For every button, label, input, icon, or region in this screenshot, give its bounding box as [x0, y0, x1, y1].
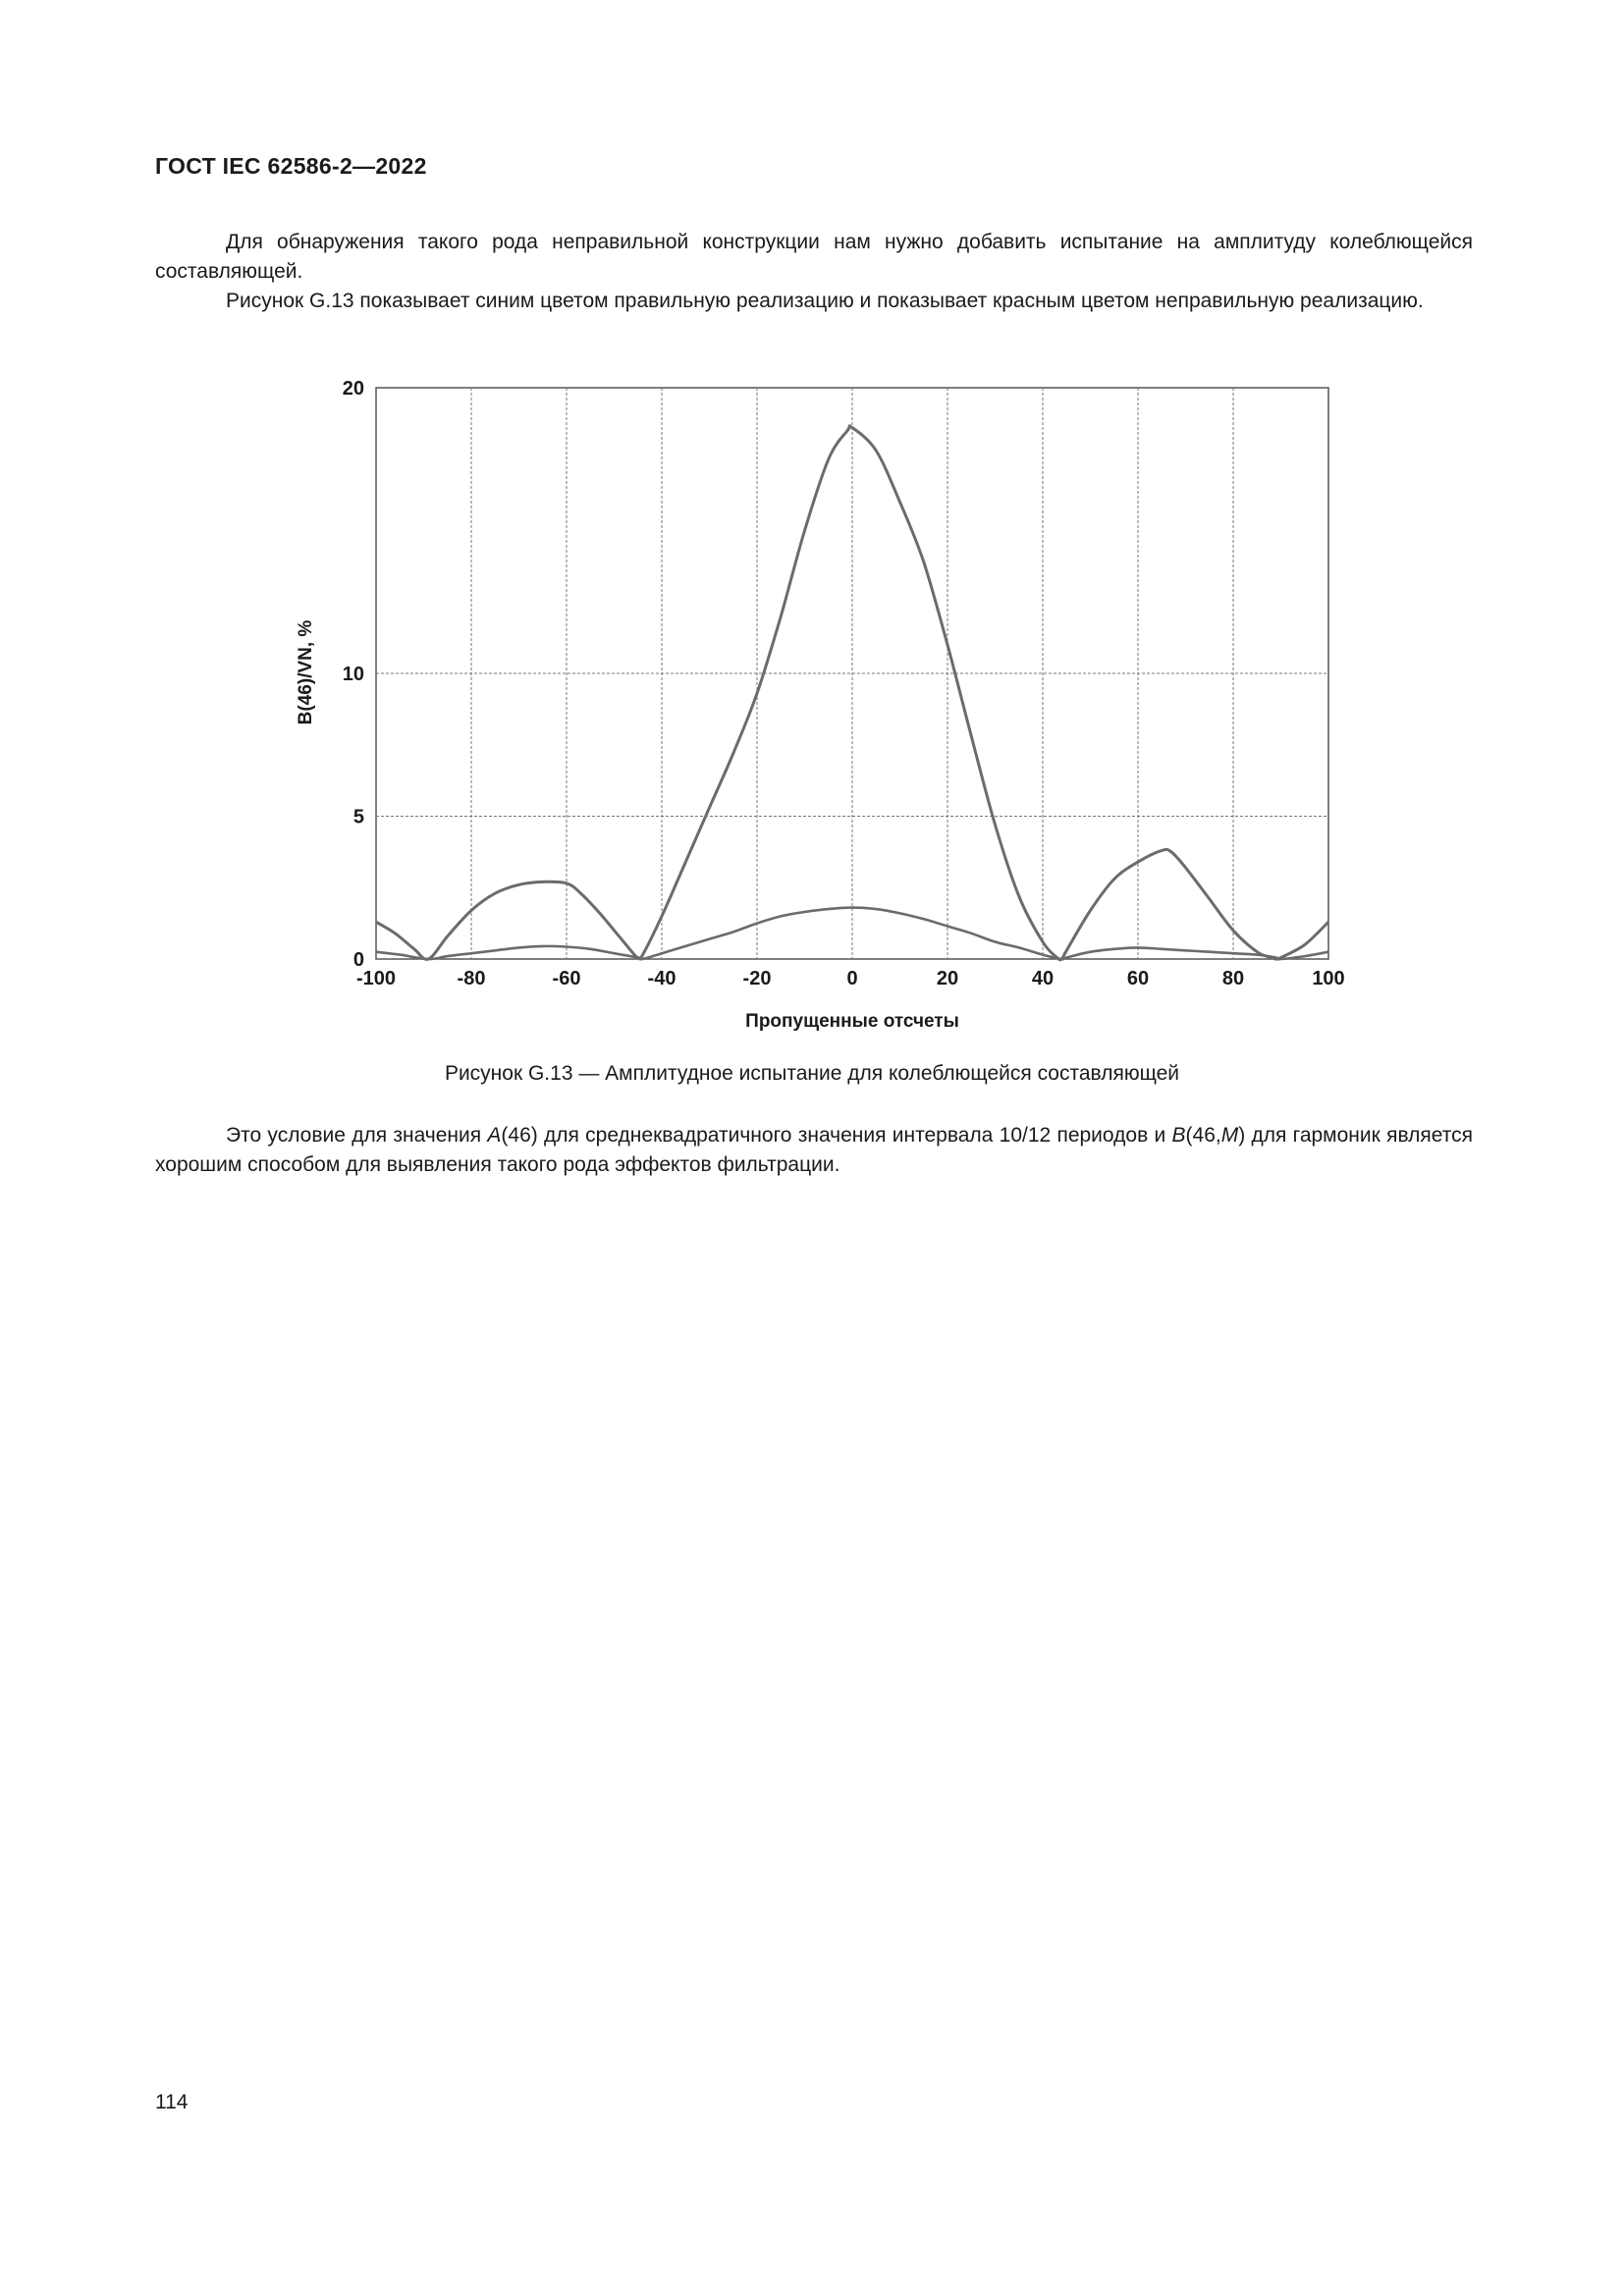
x-tick-label: 40	[1031, 968, 1055, 989]
x-tick-label: -80	[457, 968, 486, 989]
symbol-a: A	[487, 1124, 502, 1147]
x-tick-label: -60	[552, 968, 581, 989]
x-tick-label: 20	[936, 968, 959, 989]
paragraph-conclusion-part2: (46) для среднеквадратичного значения интервала 10/12 периодов и	[501, 1124, 1172, 1147]
paragraph-conclusion-part3: (46,	[1185, 1124, 1221, 1147]
y-tick-label: 20	[342, 378, 364, 400]
y-axis-label: B(46)/VN, %	[296, 619, 316, 725]
paragraph-intro	[155, 228, 1473, 287]
y-tick-label: 10	[342, 664, 364, 685]
symbol-b: B	[1171, 1124, 1186, 1147]
x-axis-label: Пропущенные отсчеты	[745, 1011, 959, 1032]
amplitude-test-chart	[290, 363, 1350, 1041]
x-tick-label: -100	[355, 968, 397, 989]
x-tick-label: 60	[1126, 968, 1150, 989]
x-tick-label: 0	[846, 968, 858, 989]
paragraph-conclusion-part1: Это условие для значения	[226, 1124, 488, 1147]
x-tick-label: -40	[647, 968, 677, 989]
page-number: 114	[155, 2091, 189, 2113]
paragraph-figure-description	[155, 287, 1473, 316]
paragraph-intro-text: Для обнаружения такого рода неправильной конструкции нам нужно добавить испытание на амплитуду колеблющейся составляющей.	[155, 231, 1473, 283]
figure-g13	[290, 363, 1350, 1041]
y-tick-label: 5	[352, 806, 364, 828]
y-tick-label: 0	[352, 949, 364, 971]
paragraph-conclusion	[155, 1121, 1473, 1180]
x-tick-label: -20	[742, 968, 772, 989]
document-header: ГОСТ IEC 62586-2—2022	[155, 153, 427, 179]
x-tick-label: 100	[1312, 968, 1345, 989]
paragraph-figure-description-text: Рисунок G.13 показывает синим цветом правильную реализацию и показывает красным цветом неправильную реализацию.	[226, 290, 1424, 312]
paragraph-conclusion-part4: ) для гармоник является хорошим способом для выявления такого рода эффектов фильтрации.	[155, 1124, 1473, 1176]
symbol-m: M	[1220, 1124, 1239, 1147]
figure-caption: Рисунок G.13 — Амплитудное испытание для колеблющейся составляющей	[444, 1062, 1180, 1085]
x-tick-label: 80	[1221, 968, 1245, 989]
